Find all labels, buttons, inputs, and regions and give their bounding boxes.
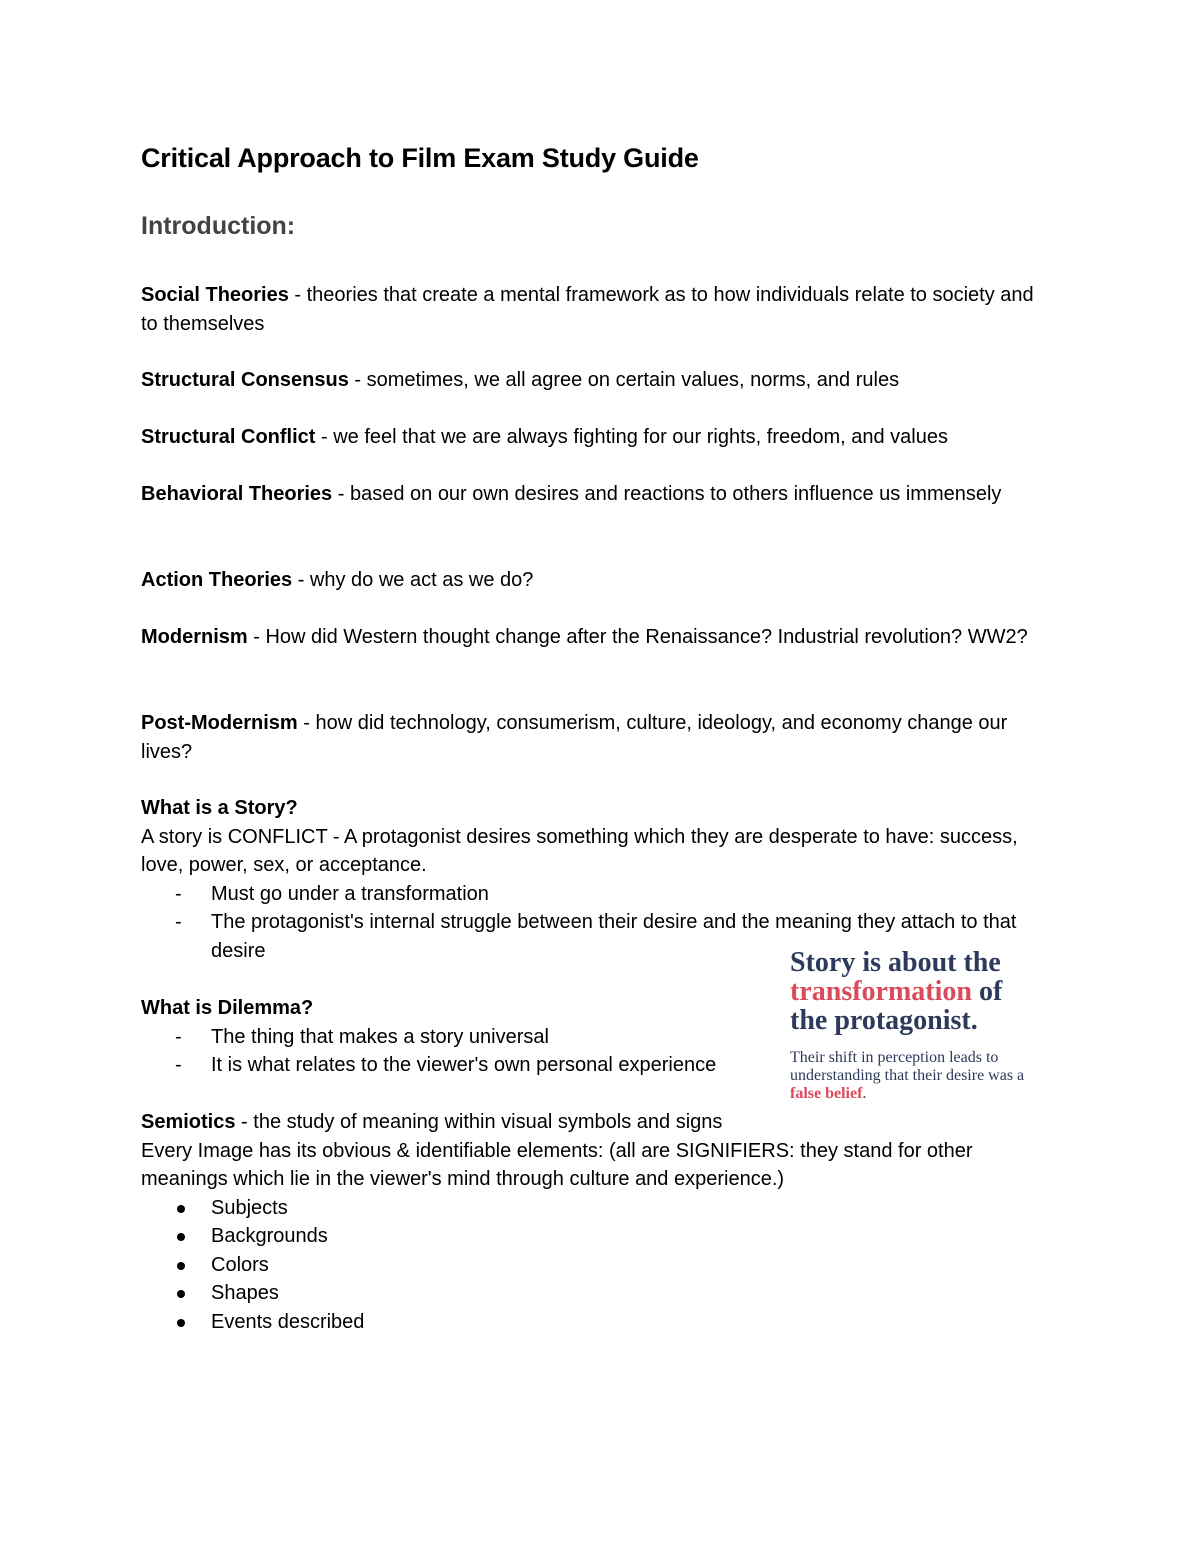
bullet-icon bbox=[177, 1262, 185, 1270]
list-item bbox=[141, 1308, 1051, 1337]
section-heading: Introduction: bbox=[141, 212, 296, 240]
bullet-icon bbox=[177, 1233, 185, 1241]
list-item bbox=[141, 880, 1051, 909]
bullet-icon bbox=[177, 1205, 185, 1213]
definition-term: Semiotics bbox=[141, 1111, 236, 1133]
dilemma-heading: What is Dilemma? bbox=[141, 997, 314, 1019]
dash-marker: - bbox=[175, 911, 182, 933]
list-item bbox=[141, 1279, 1051, 1308]
dilemma-section bbox=[141, 994, 761, 1080]
definition-behavioral-theories bbox=[141, 480, 1051, 509]
definition-term: Post-Modernism bbox=[141, 712, 298, 734]
story-section bbox=[141, 794, 1051, 965]
dash-marker: - bbox=[175, 1054, 182, 1076]
dash-marker: - bbox=[175, 1025, 182, 1048]
list-item-text: Must go under a transformation bbox=[211, 882, 489, 905]
definition-text: - theories that create a mental framework as to how individuals relate to society and to themselves bbox=[141, 284, 1034, 335]
list-item-text: The protagonist's internal struggle between their desire and the meaning they attach to that desire bbox=[211, 911, 1017, 962]
bullet-icon bbox=[177, 1319, 185, 1327]
document-title: Critical Approach to Film Exam Study Guide bbox=[141, 143, 699, 173]
story-text: A story is CONFLICT - A protagonist desires something which they are desperate to have: success, love, power, sex, or acceptance. bbox=[141, 825, 1018, 876]
list-item-text: Colors bbox=[211, 1253, 269, 1276]
definition-text: - based on our own desires and reactions to others influence us immensely bbox=[332, 483, 1002, 505]
semiotics-section bbox=[141, 1108, 1051, 1336]
definition-text: - How did Western thought change after the Renaissance? Industrial revolution? WW2? bbox=[247, 626, 1028, 648]
list-item bbox=[141, 1194, 1051, 1223]
definition-post-modernism bbox=[141, 709, 1051, 766]
quote-heading bbox=[790, 948, 1050, 1035]
transformation-quote-image bbox=[790, 948, 1050, 1118]
quote-line-2: of bbox=[971, 976, 1003, 1007]
definition-text: - sometimes, we all agree on certain values, norms, and rules bbox=[348, 369, 900, 391]
story-heading: What is a Story? bbox=[141, 797, 298, 819]
list-item-text: Backgrounds bbox=[211, 1225, 328, 1247]
definition-term: Social Theories bbox=[141, 284, 289, 306]
definition-term: Modernism bbox=[141, 626, 248, 648]
definition-modernism bbox=[141, 623, 1051, 652]
dash-marker: - bbox=[175, 882, 182, 905]
list-item bbox=[141, 1251, 1051, 1280]
signifiers-list bbox=[141, 1194, 1051, 1337]
definition-term: Structural Conflict bbox=[141, 426, 316, 448]
definition-text: - how did technology, consumerism, culture, ideology, and economy change our lives? bbox=[141, 712, 1008, 763]
quote-subtext: Their shift in perception leads to understanding that their desire was a false belief. bbox=[790, 1049, 1025, 1102]
list-item-text: Events described bbox=[211, 1310, 365, 1333]
definition-structural-conflict bbox=[141, 423, 1051, 452]
bullet-icon bbox=[177, 1290, 185, 1298]
definition-term: Behavioral Theories bbox=[141, 483, 333, 505]
definition-social-theories bbox=[141, 281, 1051, 338]
definition-term: Action Theories bbox=[141, 569, 293, 591]
list-item-text: Subjects bbox=[211, 1196, 288, 1219]
quote-subtext-highlight: false belief bbox=[790, 1085, 863, 1102]
quote-highlight: transformation bbox=[790, 976, 972, 1007]
definition-action-theories bbox=[141, 566, 1051, 595]
list-item-text: Shapes bbox=[211, 1282, 279, 1304]
definition-text: - why do we act as we do? bbox=[292, 569, 534, 591]
list-item bbox=[141, 1051, 761, 1080]
list-item bbox=[141, 1023, 761, 1052]
quote-line-1: Story is about the bbox=[790, 947, 1001, 978]
quote-line-3: the protagonist. bbox=[790, 1005, 978, 1036]
semiotics-description: Every Image has its obvious & identifiable elements: (all are SIGNIFIERS: they stand for other meanings which lie in the viewer's mind through culture and experience.) bbox=[141, 1139, 973, 1190]
definition-structural-consensus bbox=[141, 366, 1051, 395]
definition-term: Structural Consensus bbox=[141, 369, 349, 391]
list-item bbox=[141, 1222, 1051, 1251]
definition-text: - the study of meaning within visual symbols and signs bbox=[235, 1111, 723, 1133]
list-item-text: It is what relates to the viewer's own personal experience bbox=[211, 1054, 717, 1076]
list-item-text: The thing that makes a story universal bbox=[211, 1025, 549, 1048]
dilemma-list bbox=[141, 1023, 761, 1080]
definition-text: - we feel that we are always fighting for our rights, freedom, and values bbox=[315, 426, 948, 448]
